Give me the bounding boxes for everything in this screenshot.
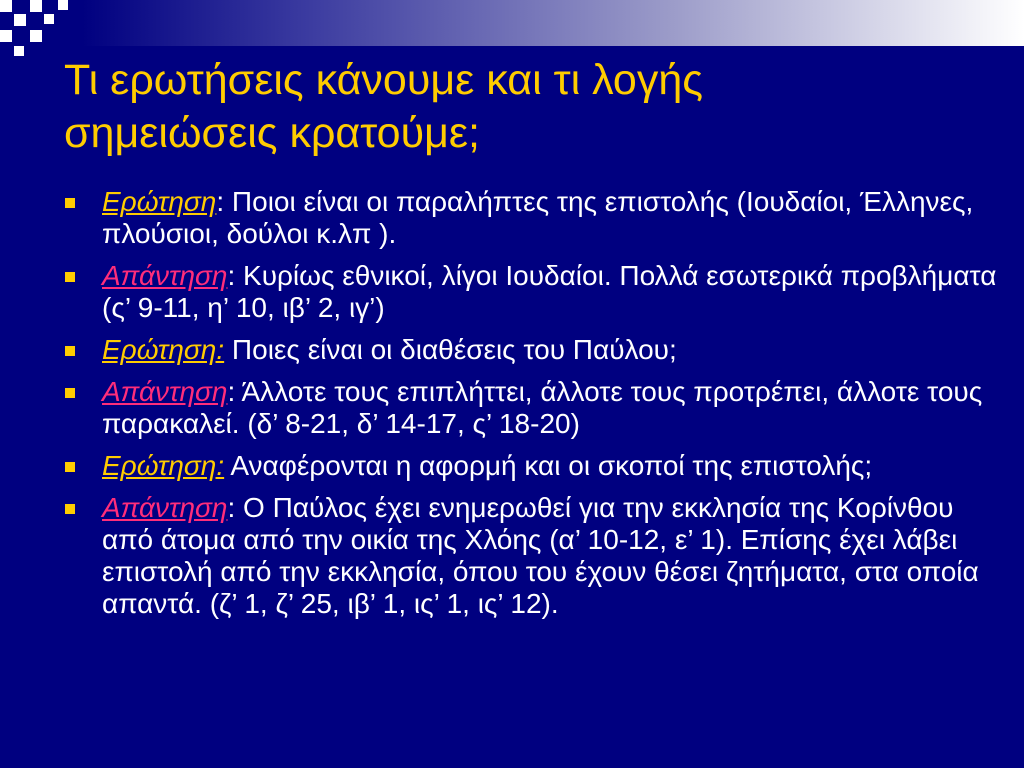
- decor-square: [30, 30, 42, 42]
- decor-square: [0, 30, 12, 42]
- decor-square: [14, 14, 26, 26]
- bullet-item-question: [64, 450, 1004, 482]
- question-label: Ερώτηση: [102, 186, 217, 217]
- bullet-item-question: [64, 334, 1004, 366]
- item-text: : Άλλοτε τους επιπλήττει, άλλοτε τους προτρέπει, άλλοτε τους παρακαλεί. (δ’ 8-21, δ’ 14-17, ς’ 18-20): [102, 376, 983, 439]
- bullet-item-answer: [64, 260, 1004, 324]
- decor-square: [30, 0, 42, 12]
- square-bullet-icon: [65, 388, 75, 398]
- square-bullet-icon: [65, 504, 75, 514]
- header-gradient-bar: [0, 0, 1024, 46]
- item-text: : Ο Παύλος έχει ενημερωθεί για την εκκλησία της Κορίνθου από άτομα από την οικία της Χλόης (α’ 10-12, ε’ 1). Επίσης έχει λάβει επιστολή από την εκκλησία, όπου του έχουν θέσει ζητήματα, στα οποία απαντά. (ζ’ 1, ζ’ 25, ιβ’ 1, ις’ 1, ις’ 12).: [102, 492, 979, 619]
- title-line: σημειώσεις κρατούμε;: [64, 109, 480, 157]
- square-bullet-icon: [65, 346, 75, 356]
- answer-label: Απάντηση: [102, 492, 228, 523]
- bullet-item-question: [64, 186, 1004, 250]
- answer-label: Απάντηση: [102, 376, 228, 407]
- item-text: : Ποιοι είναι οι παραλήπτες της επιστολής (Ιουδαίοι, Έλληνες, πλούσιοι, δούλοι κ.λπ ).: [102, 186, 974, 249]
- item-text: Αναφέρονται η αφορμή και οι σκοποί της επιστολής;: [224, 450, 873, 481]
- item-text: : Κυρίως εθνικοί, λίγοι Ιουδαίοι. Πολλά εσωτερικά προβλήματα (ς’ 9-11, η’ 10, ιβ’ 2, ιγ’): [102, 260, 997, 323]
- question-label: Ερώτηση:: [102, 334, 225, 365]
- bullet-item-answer: [64, 492, 1004, 620]
- bullet-list: [64, 186, 1004, 630]
- decor-square: [14, 46, 24, 56]
- square-bullet-icon: [65, 462, 75, 472]
- square-bullet-icon: [65, 272, 75, 282]
- item-text: Ποιες είναι οι διαθέσεις του Παύλου;: [224, 334, 677, 365]
- square-bullet-icon: [65, 198, 75, 208]
- decor-square: [0, 0, 12, 12]
- decor-square: [44, 14, 54, 24]
- bullet-item-answer: [64, 376, 1004, 440]
- slide-title: [64, 54, 964, 160]
- title-line: Τι ερωτήσεις κάνουμε και τι λογής: [64, 56, 703, 104]
- decor-square: [58, 0, 68, 10]
- question-label: Ερώτηση:: [102, 450, 225, 481]
- answer-label: Απάντηση: [102, 260, 228, 291]
